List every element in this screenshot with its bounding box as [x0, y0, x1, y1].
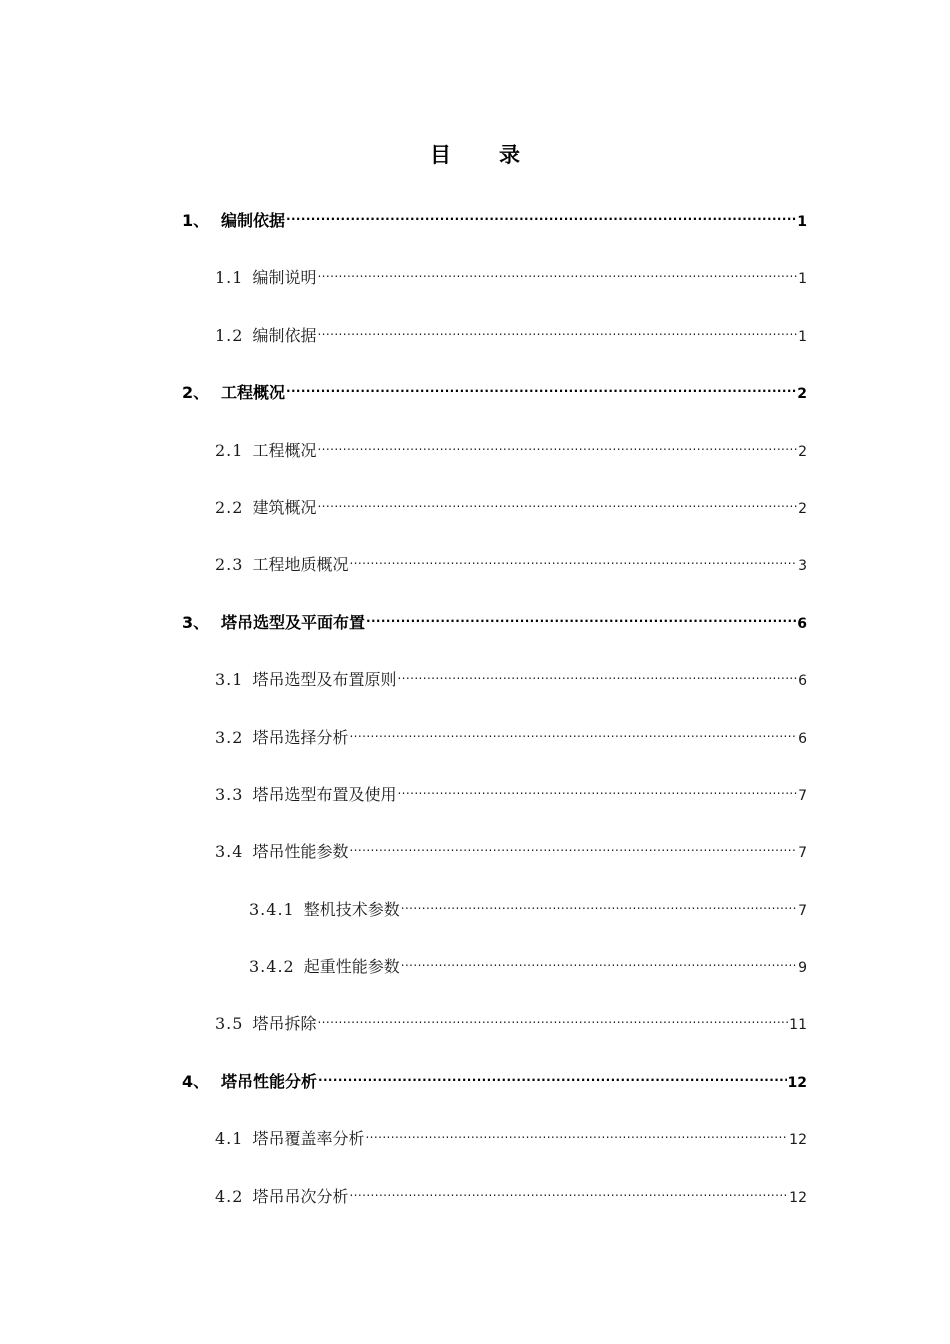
toc-entry-page: 2: [798, 443, 807, 460]
toc-entry-page: 12: [787, 1074, 807, 1091]
toc-leader-dots: [349, 1174, 788, 1202]
toc-entry-page: 6: [798, 673, 807, 690]
toc-entry-number: 4.1: [215, 1129, 244, 1149]
toc-entry-page: 11: [789, 1017, 807, 1034]
toc-entry-label: 编制依据: [221, 211, 286, 230]
toc-entry-label: 塔吊覆盖率分析: [252, 1129, 365, 1149]
toc-entry-label: 工程概况: [252, 440, 317, 460]
toc-entry-label: 建筑概况: [252, 497, 317, 517]
toc-entry-page: 12: [789, 1132, 807, 1149]
toc-entry-number: 3.4.1: [249, 899, 295, 919]
toc-entry[interactable]: [0, 713, 950, 770]
toc-leader-dots: [397, 772, 797, 800]
toc-entry-number: 1.2: [215, 325, 244, 345]
toc-leader-dots: [317, 485, 797, 513]
toc-entry-page: 2: [797, 386, 807, 403]
toc-leader-dots: [349, 542, 797, 570]
toc-entry-label: 工程概况: [221, 383, 286, 403]
toc-entry-page: 7: [798, 787, 807, 804]
toc-entry-label: 塔吊选型布置及使用: [252, 784, 397, 804]
toc-leader-dots: [317, 428, 797, 456]
toc-entry[interactable]: [0, 368, 950, 425]
toc-entry-number: 3.4.2: [249, 957, 295, 977]
toc-entry-page: 1: [798, 328, 807, 345]
toc-entry-number: 3.5: [215, 1014, 244, 1034]
toc-entry[interactable]: [0, 885, 950, 942]
toc-entry-label: 塔吊吊次分析: [252, 1186, 349, 1206]
toc-entry-page: 6: [798, 730, 807, 747]
toc-entry-page: 3: [798, 558, 807, 575]
toc-entry[interactable]: [0, 483, 950, 540]
toc-entry-label: 塔吊拆除: [252, 1014, 317, 1034]
toc-entry-page: 7: [798, 902, 807, 919]
toc-entry-label: 编制依据: [252, 325, 317, 345]
toc-entry-label: 塔吊选择分析: [252, 727, 349, 747]
toc-entry[interactable]: [0, 311, 950, 368]
toc-entry[interactable]: [0, 426, 950, 483]
toc-entry[interactable]: [0, 655, 950, 712]
toc-entry-number: 2.2: [215, 497, 244, 517]
toc-entry-label: 塔吊选型及布置原则: [252, 670, 397, 690]
toc-entry-page: 2: [798, 500, 807, 517]
toc-entry-label: 起重性能参数: [303, 957, 400, 977]
toc-entry-label: 工程地质概况: [252, 555, 349, 575]
toc-entry-number: 3.1: [215, 670, 244, 690]
toc-entry-number: 2.3: [215, 555, 244, 575]
toc-leader-dots: [286, 198, 796, 226]
toc-leader-dots: [401, 944, 797, 972]
toc-entry[interactable]: [0, 1057, 950, 1114]
toc-entry[interactable]: [0, 827, 950, 884]
toc-entry-page: 9: [798, 960, 807, 977]
toc-entry-number: 2、: [182, 383, 210, 403]
toc-entry[interactable]: [0, 770, 950, 827]
toc-entry-label: 塔吊性能参数: [252, 842, 349, 862]
toc-entry[interactable]: [0, 942, 950, 999]
toc-title: [0, 140, 950, 170]
toc-entry-label: 塔吊性能分析: [221, 1071, 318, 1091]
toc-entry[interactable]: [0, 253, 950, 310]
toc-entry-number: 4.2: [215, 1186, 244, 1206]
toc-entry[interactable]: [0, 196, 950, 253]
toc-entry-label: 塔吊选型及平面布置: [221, 612, 366, 632]
toc-entry[interactable]: [0, 598, 950, 655]
toc-entry-number: 3.4: [215, 842, 244, 862]
toc-entry[interactable]: [0, 1172, 950, 1229]
toc-entry-page: 7: [798, 845, 807, 862]
toc-entry[interactable]: [0, 1114, 950, 1171]
toc-leader-dots: [317, 313, 797, 341]
toc-leader-dots: [349, 715, 797, 743]
toc-entry[interactable]: [0, 540, 950, 597]
toc-entry-number: 4、: [182, 1071, 210, 1091]
toc-entry-number: 3.3: [215, 784, 244, 804]
toc-entry-number: 3、: [182, 612, 210, 632]
toc-leader-dots: [366, 600, 796, 628]
toc-leader-dots: [349, 829, 797, 857]
toc-entry-page: 1: [797, 214, 807, 230]
toc-title-right: 录: [499, 143, 520, 167]
toc-entry-page: 6: [797, 615, 807, 632]
toc-entry-label: 编制说明: [252, 268, 317, 288]
toc-leader-dots: [317, 255, 797, 283]
toc-leader-dots: [317, 1001, 788, 1029]
toc-entry[interactable]: [0, 999, 950, 1056]
toc-leader-dots: [318, 1059, 787, 1087]
toc-leader-dots: [397, 657, 797, 685]
toc-list: [0, 196, 950, 1229]
toc-entry-page: 12: [789, 1189, 807, 1206]
toc-leader-dots: [286, 370, 796, 398]
toc-leader-dots: [401, 887, 797, 915]
toc-entry-number: 2.1: [215, 440, 244, 460]
toc-entry-label: 整机技术参数: [303, 899, 400, 919]
toc-title-left: 目: [430, 143, 451, 167]
toc-entry-number: 1、: [182, 211, 210, 230]
toc-entry-number: 3.2: [215, 727, 244, 747]
toc-entry-number: 1.1: [215, 268, 244, 288]
toc-entry-page: 1: [798, 271, 807, 288]
toc-leader-dots: [365, 1116, 788, 1144]
